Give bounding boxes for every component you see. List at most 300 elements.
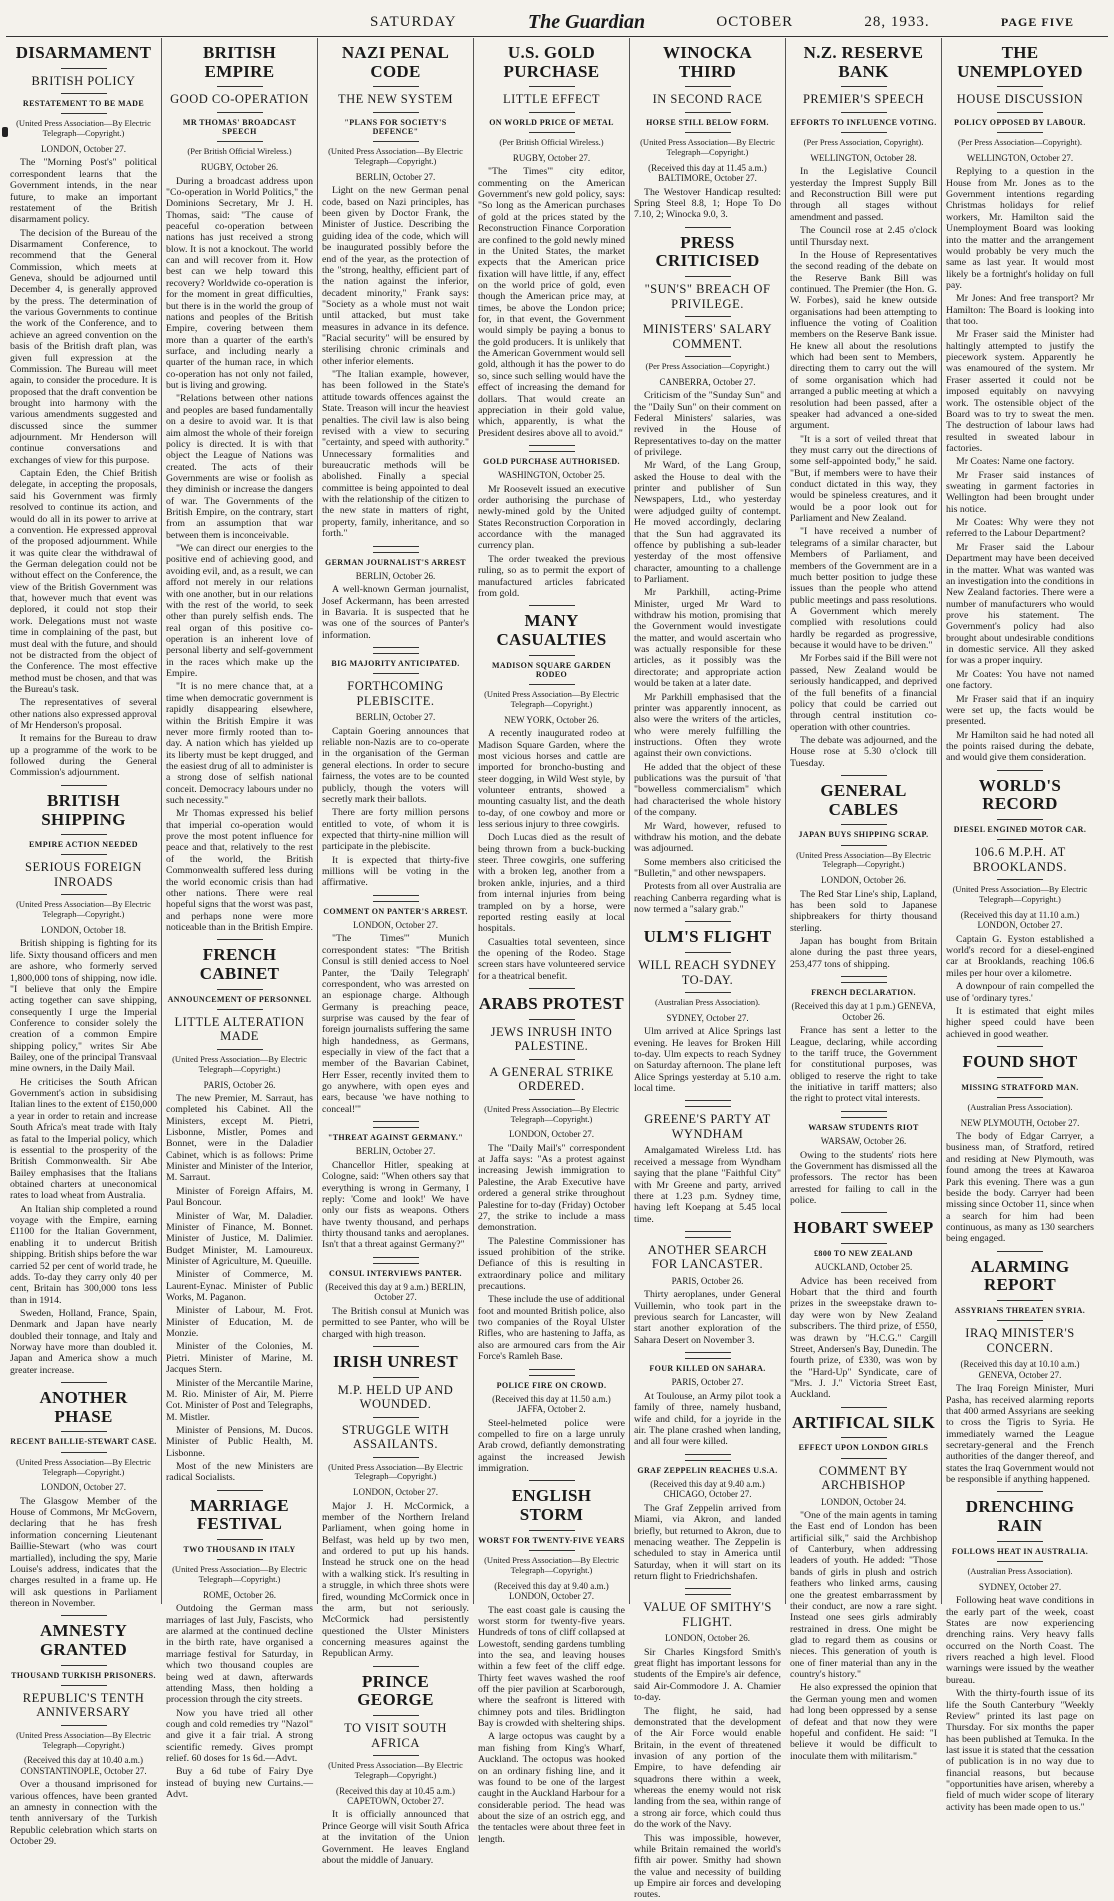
wire-credit: (Per British Official Wireless.) — [499, 137, 604, 148]
article-deck: COMMENT ON PANTER'S ARREST. — [323, 906, 468, 916]
divider-rule — [685, 1100, 731, 1101]
article-dateline: (Received this day at 9.40 a.m.) LONDON, October 27. — [494, 1580, 609, 1602]
divider-rule — [217, 112, 263, 113]
masthead-month: OCTOBER — [716, 13, 794, 30]
article-dateline: (Received this day at 11.50 a.m.) JAFFA, October 2. — [492, 1393, 611, 1415]
divider-rule — [373, 1257, 419, 1258]
divider-rule — [529, 1369, 575, 1370]
divider-rule — [373, 1121, 419, 1122]
column-3 — [318, 38, 474, 1866]
article-paragraph: He added that the object of these publications was the pursuit of 'that "bowelless commercialism" which had characterised the whole history of the company. — [634, 761, 781, 819]
article-headline: ALARMING REPORT — [970, 1256, 1070, 1295]
article-subheadline: STRUGGLE WITH ASSAILANTS. — [341, 1422, 450, 1452]
article-paragraph: British shipping is fighting for its life. Sixty thousand officers and men are ashore, who formerly served 1,800,000 tons of shipping, now idle. "I believe that only the Empire acting together can save shipping, consequently I urge the Imperial Conference to consider solely the creation of a common Empire shipping policy," writes Sir Abe Bailey, one of the principal Transvaal mine owners, in the Daily Mail. — [10, 938, 157, 1075]
column-6 — [786, 38, 942, 1762]
article-dateline: (Received this day at 9 a.m.) BERLIN, October 27. — [325, 1282, 466, 1303]
wire-credit: (Per Press Association—Copyright). — [958, 137, 1082, 148]
article — [478, 612, 625, 982]
divider-rule — [217, 1049, 263, 1050]
wire-credit: (Australian Press Association). — [654, 997, 761, 1008]
article-headline: PRESS CRITICISED — [655, 232, 760, 271]
wire-credit: (United Press Association—By Electric Telegraph—Copyright.) — [640, 137, 775, 157]
divider-rule — [997, 112, 1043, 113]
article-deck: EMPIRE ACTION NEEDED — [29, 840, 138, 850]
article-paragraph: Mr Fraser said that if an inquiry were set up, the facts would be presented. — [946, 693, 1094, 728]
masthead-page-number: PAGE FIVE — [1000, 14, 1074, 29]
article-paragraph: Owing to the students' riots here the Government has dismissed all the professors. The rector has been arrested for failing to call in the police. — [790, 1149, 937, 1206]
divider-rule — [61, 113, 107, 114]
divider-rule — [841, 1111, 887, 1112]
article-dateline: ROME, October 26. — [203, 1589, 276, 1600]
wire-credit: (Per British Official Wireless.) — [187, 146, 292, 157]
article-paragraph: Some members also criticised the "Bulletin," and other newspapers. — [634, 856, 781, 879]
divider-rule — [997, 879, 1043, 880]
divider-rule — [373, 1417, 419, 1418]
article — [790, 1219, 937, 1400]
article-subdeck: FORTHCOMING PLEBISCITE. — [347, 679, 444, 708]
article-dateline: WARSAW, October 26. — [820, 1136, 907, 1147]
article — [946, 1498, 1094, 1813]
divider-rule — [373, 1755, 419, 1756]
article-deck: WARSAW STUDENTS RIOT — [808, 1122, 919, 1132]
wire-credit: (United Press Association—By Electric Telegraph—Copyright.) — [328, 1461, 463, 1482]
article-headline: ARTIFICAL SILK — [792, 1412, 935, 1432]
article-paragraph: Casualties total seventeen, since the opening of the Rodeo. Stage screen stars have volunteered service for a theatrical benefit. — [478, 936, 625, 982]
article-paragraph: Sweden, Holland, France, Spain, Denmark and Japan have nearly doubled their tonnage, and Italy and Norway have more than doubled it. Japan and America show a much greater increase. — [10, 1307, 157, 1376]
divider-rule — [529, 112, 575, 113]
article — [322, 653, 469, 889]
article-headline: WORLD'S RECORD — [978, 775, 1062, 814]
article-paragraph: The new Premier, M. Sarraut, has completed his Cabinet. All the Ministers, except M. Pietri, Lisbonne, Mistler, Pomes and Bonnet, were in the Daladier Cabinet, which is as follows: Prime Minister and Minister of the Interior, M. Sarraut. — [166, 1092, 313, 1184]
divider-rule — [373, 552, 419, 553]
divider-rule — [841, 86, 887, 87]
article-subheadline: JEWS INRUSH INTO PALESTINE. — [490, 1024, 613, 1054]
article-paragraph: "The Times'" city editor, commenting on the American Government's new gold policy, says: "So long as the American purchases of gold at the prices stated by the Reconstruction Finance Corporation are confined to the gold newly mined in the United States, the market expects that the American price fixation will have little, if any, effect on the world price of gold, even though the American price may, at times, be above the London price; for, in that event, the Government would simply be paying a bonus to the gold producers. It is unlikely that the American Government would sell gold, although it has the power to do so, since such selling would have the effect of increasing the demand for dollars. That would create an appreciation in their gold value, which, apparently, is what the President desires above all to avoid." — [478, 166, 625, 439]
article-dateline: (Received this day at 11.45 a.m.) BALTIMORE, October 27. — [648, 162, 767, 184]
article-paragraph: Advice has been received from Hobart that the third and fourth prizes in the sweepstake drawn to-day were won by New Zealand subscribers. The third prize, of £550, was drawn by "H.C.G." Cargill Street, Andersen's Bay, Dunedin. The fourth prize, of £330, was won by the "Hard-Up" Syndicate, care of "Mrs. J. J." Victoria Street East, Auckland. — [790, 1275, 937, 1401]
article-subdeck: COMMENT BY ARCHBISHOP — [818, 1463, 909, 1493]
divider-rule — [841, 1212, 887, 1213]
article — [946, 1258, 1094, 1486]
article-paragraph: The Graf Zeppelin arrived from Miami, via Akron, and landed briefly, but returned to Akron, due to menacing weather. The Zeppelin is scheduled to stay in America until Saturday, when it will start on its return flight to Friedrichshafen. — [634, 1502, 781, 1582]
article-headline: DISARMAMENT — [15, 43, 152, 62]
divider-rule — [997, 1491, 1043, 1492]
article-dateline: WELLINGTON, October 27. — [966, 152, 1074, 163]
article — [322, 1127, 469, 1251]
article — [478, 995, 625, 1362]
article-deck: FOUR KILLED ON SAHARA. — [649, 1364, 766, 1374]
article-headline: MARRIAGE FESTIVAL — [190, 1495, 289, 1534]
divider-rule — [685, 921, 731, 922]
article-paragraph: Minister of the Mercantile Marine, M. Rio. Minister of Air, M. Pierre Cot. Minister of Post and Telegraphs, M. Mistler. — [166, 1377, 313, 1423]
article-dateline: BERLIN, October 27. — [355, 171, 436, 182]
article-deck: RESTATEMENT TO BE MADE — [22, 99, 145, 109]
article-paragraph: At Toulouse, an Army pilot took a family of three, namely husband, wife and child, for a joyride in the air. The plane crashed when landing, and all four were killed. — [634, 1390, 781, 1448]
article-dateline: SYDNEY, October 27. — [666, 1012, 749, 1023]
article-paragraph: Outdoing the German mass marriages of last July, Fascists, who are alarmed at the continued decline in the birth rate, have organised a marriage festival for Saturday, in which two thousand couples are being wed at dawn, afterwards attending Mass, then holding a procession through the city streets. — [166, 1603, 313, 1706]
divider-rule — [529, 988, 575, 989]
article — [478, 1375, 625, 1475]
article-dateline: (Received this day at 10.40 a.m.) CONSTANTINOPLE, October 27. — [20, 1755, 147, 1776]
article-deck: EFFECT UPON LONDON GIRLS — [798, 1443, 929, 1453]
article-subheadline: M.P. HELD UP AND WOUNDED. — [337, 1382, 454, 1412]
divider-rule — [997, 1077, 1043, 1078]
divider-rule — [373, 1666, 419, 1667]
article-subheadline: HOUSE DISCUSSION — [956, 92, 1084, 107]
divider-rule — [529, 451, 575, 452]
article-paragraph: The Council rose at 2.45 o'clock until Thursday next. — [790, 225, 937, 248]
article — [634, 1106, 781, 1225]
article — [634, 44, 781, 221]
article-headline: HOBART SWEEP — [793, 1218, 934, 1238]
newspaper-columns — [6, 38, 1108, 1901]
article-paragraph: The order tweaked the previous ruling, so as to permit the export of manufactured articles fabricated from gold. — [478, 553, 625, 599]
article-headline: AMNESTY GRANTED — [39, 1621, 128, 1659]
masthead-day: SATURDAY — [370, 13, 457, 30]
article-paragraph: During a broadcast address upon "Co-operation in World Politics," the Dominions Secretary, Mr J. H. Thomas, said: "The cause of peaceful co-operation between nations has just received a strong blow. It is not a knockout. The world can and will recover from it. How best can we help toward this recovery? Worldwide co-operation is for the moment in great difficulties, but there is in the world the group of nations and peoples of the British Empire, covering between them more than a quarter of the earth's surface, and including nearly a quarter of the human race, in which co-operation has not only not failed, but is living and growing. — [166, 175, 313, 392]
column-4 — [474, 38, 630, 1845]
divider-rule — [61, 1665, 107, 1666]
divider-rule — [61, 93, 107, 94]
wire-credit: (Per Press Association—Copyright.) — [645, 361, 770, 371]
article-deck: FOLLOWS HEAT IN AUSTRALIA. — [951, 1546, 1089, 1556]
divider-rule — [841, 1243, 887, 1244]
divider-rule — [841, 845, 887, 846]
divider-rule — [997, 1561, 1043, 1562]
article-subdeck: IRAQ MINISTER'S CONCERN. — [965, 1326, 1075, 1355]
article-paragraph: Minister of Labour, M. Frot. Minister of Education, M. de Monzie. — [166, 1305, 313, 1340]
article-subheadline: WILL REACH SYDNEY TO-DAY. — [638, 958, 777, 987]
divider-rule — [997, 1300, 1043, 1301]
article-paragraph: The Palestine Commissioner has issued prohibition of the strike. Defiance of this is resulting in extraordinary police and military precautions. — [478, 1235, 625, 1293]
article-paragraph: The flight, he said, had demonstrated that the development of the Air Force would enable Britain, in the event of threatened invasion of any portion of the Empire, to have defending air squadrons there within a week, whereas the enemy would not risk landing from the sea, within range of a strong air force, which could thus do the work of the Navy. — [634, 1705, 781, 1831]
article-subdeck: REPUBLIC'S TENTH ANNIVERSARY — [22, 1690, 145, 1720]
divider-rule — [997, 1251, 1043, 1252]
article-paragraph: Captain Goering announces that reliable non-Nazis are to co-operate in the organisation of the German general elections. In order to secure fairness, the votes are to be counted publicly, though the voters will secretly mark their ballots. — [322, 725, 469, 805]
article-dateline: (Received this day at 1 p.m.) GENEVA, October 26. — [791, 1001, 936, 1022]
divider-rule — [529, 1550, 575, 1551]
divider-rule — [529, 655, 575, 656]
article-headline: ULM'S FLIGHT — [643, 927, 772, 947]
article-paragraph: "I have received a number of telegrams of a similar character, but Members of Parliament, and members of the Government are in a much better position to judge these issues than the people who attend public meetings and pass resolutions. A Government which merely complied with resolutions could hardly be regarded as progressive, because it would have to be driven." — [790, 526, 937, 652]
article — [478, 1487, 625, 1845]
article — [478, 451, 625, 599]
divider-rule — [841, 1437, 887, 1438]
divider-rule — [217, 1490, 263, 1491]
divider-rule — [217, 86, 263, 87]
divider-rule — [685, 1352, 731, 1353]
divider-rule — [373, 1377, 419, 1378]
divider-rule — [685, 1588, 731, 1589]
article-subheadline: GREENE'S PARTY AT WYNDHAM — [644, 1112, 771, 1141]
article-paragraph: The "Morning Post's" political correspondent learns that the Government intends, in the near future, to make an important restatement of the British disarmament policy. — [10, 157, 157, 226]
wire-credit: (United Press Association—By Electric Telegraph—Copyright.) — [484, 689, 619, 709]
article-dateline: LONDON, October 27. — [41, 1482, 126, 1493]
article-paragraph: Mr Forbes said if the Bill were not passed, New Zealand would be seriously handicapped, and deprived of the full benefits of a financial policy that could be carried out through central institution co-operation with other countries. — [790, 653, 937, 733]
article-paragraph: Minister of War, M. Daladier. Minister of Finance, M. Bonnet. Minister of Justice, M. Dalimier. Budget Minister, M. Lamoureux. Minister of Agriculture, M. Queuille. — [166, 1210, 313, 1267]
divider-rule — [997, 819, 1043, 820]
article — [322, 1263, 469, 1340]
article-subheadline: PREMIER'S SPEECH — [802, 92, 925, 107]
article-headline: DRENCHING RAIN — [965, 1497, 1075, 1536]
article-paragraph: Criticism of the "Sunday Sun" and the "Daily Sun" on their comment on Federal Ministers' salaries, was revived in the House of Representatives to-day on the matter of privilege. — [634, 390, 781, 458]
divider-rule — [685, 132, 731, 133]
divider-rule — [841, 775, 887, 776]
article — [790, 1117, 937, 1207]
article-dateline: (Received this day at 11.10 a.m.) LONDON, October 27. — [960, 909, 1080, 931]
article-subheadline: BRITISH POLICY — [31, 73, 136, 88]
divider-rule — [529, 1059, 575, 1060]
divider-rule — [529, 605, 575, 606]
article-paragraph: France has sent a letter to the League, declaring, while according to the tariff truce, the Government for constitutional purposes, was obliged to reserve the right to take the initiative in tariff matters; also the right to protect vital interests. — [790, 1025, 937, 1105]
article-dateline: PARIS, October 27. — [671, 1377, 744, 1388]
article-dateline: (Received this day at 9.40 a.m.) CHICAGO, October 27. — [650, 1478, 765, 1500]
article-headline: GENERAL CABLES — [820, 781, 907, 819]
article-deck: DIESEL ENGINED MOTOR CAR. — [953, 825, 1087, 835]
article-subheadline: MINISTERS' SALARY COMMENT. — [642, 322, 773, 351]
article-paragraph: The Westover Handicap resulted: Spring Steel 8.8, 1; Hope To Do 7.10, 2; Winocka 9.0, 3. — [634, 186, 781, 221]
article — [322, 44, 469, 540]
divider-rule — [217, 939, 263, 940]
article-deck: ASSYRIANS THREATEN SYRIA. — [954, 1306, 1086, 1316]
divider-rule — [685, 276, 731, 277]
article-paragraph: Amalgamated Wireless Ltd. has received a message from Wyndham saying that the plane "Faithful City" with Mr Greene and party, arrived there at 1.23 p.m. Sydney time, having left Koepang at 5.45 local time. — [634, 1145, 781, 1225]
divider-rule — [529, 1019, 575, 1020]
divider-rule — [373, 1127, 419, 1128]
article-paragraph: Most of the new Ministers are radical Socialists. — [166, 1461, 313, 1484]
divider-rule — [373, 1346, 419, 1347]
article — [10, 792, 157, 1376]
divider-rule — [61, 854, 107, 855]
article-subdeck: SERIOUS FOREIGN INROADS — [25, 860, 142, 889]
article-deck: TWO THOUSAND IN ITALY — [183, 1545, 296, 1555]
article-subheadline: GOOD CO-OPERATION — [170, 92, 309, 107]
divider-rule — [841, 1407, 887, 1408]
article-dateline: PARIS, October 26. — [203, 1079, 276, 1090]
wire-credit: (United Press Association—By Electric Telegraph—Copyright.) — [172, 1564, 307, 1585]
article-paragraph: Light on the new German penal code, based on Nazi principles, has been given by Doctor Frank, the Minister of Justice. Describing the guiding idea of the code, which will be inaugurated possibly before the end of the year, as the protection of the "strong, healthy, efficient part of the nation against the inferior, decadent minority," Frank says: "Society as a whole must not wait until attacked, but must take measures in advance in its defence. "Racial security" will be ensured by sterilising chronic criminals and other inferior elements. — [322, 185, 469, 367]
article-paragraph: The Glasgow Member of the House of Commons, Mr McGovern, declaring that he has fresh information concerning Lieutenant Baillie-Stewart (who was court martialled), including the spy, Marie Louise's address, indicates that the charges resulted in a frame up. He will ask questions in Parliament thereon in November. — [10, 1495, 157, 1609]
article-paragraph: In the House of Representatives the second reading of the debate on the Reserve Bank Bill was continued. The Premier (the Hon. G. W. Forbes), said he knew outside organisations had been attempting to influence the voting of Coalition members on the Reserve Bank issue. He knew all about the resolutions which had been sent to Members, directing them to carry out the will of some organisation which had arranged a public meeting at which a resolution had been passed, after a speaker had advanced a one-sided argument. — [790, 249, 937, 432]
article-paragraph: Mr Jones: And free transport? Mr Hamilton: The Board is looking into that too. — [946, 293, 1094, 328]
article-deck: POLICY OPPOSED BY LABOUR. — [954, 117, 1086, 127]
article-paragraph: It is officially announced that Prince George will visit South Africa at the invitation of the Union Government. He leaves England about the middle of January. — [322, 1809, 469, 1866]
wire-credit: (United Press Association—By Electric Telegraph—Copyright.) — [16, 899, 151, 920]
divider-rule — [217, 1009, 263, 1010]
article-deck: FRENCH DECLARATION. — [811, 988, 916, 998]
article-headline: ENGLISH STORM — [511, 1486, 592, 1525]
divider-rule — [373, 546, 419, 547]
divider-rule — [997, 839, 1043, 840]
article-headline: NAZI PENAL CODE — [341, 43, 450, 81]
divider-rule — [841, 1117, 887, 1118]
article-paragraph: The "Daily Mail's" correspondent at Jaffa says: "As a protest against increasing Jewish immigration to Palestine, the Arab Executive have ordered a general strike throughout Palestine for to-day (Friday) October 27, the strike to include a mass demonstration. — [478, 1142, 625, 1234]
article-deck: MADISON SQUARE GARDEN RODEO — [491, 660, 612, 679]
article-paragraph: Mr Thomas expressed his belief that imperial co-operation would prove the most potent influence for peace and that, relatively to the rest of the world, the British Commonwealth suffered less during the world economic crisis than had other nations. There were real hopeful signs that the worst was past, and perhaps none were more noticeable than in the British Empire. — [166, 808, 313, 933]
article-dateline: LONDON, October 27. — [509, 1129, 594, 1140]
divider-rule — [529, 1099, 575, 1100]
article-paragraph: Mr Fraser said the Minister had haltingly attempted to justify the piecework system. Apparently he was enamoured of the system. Mr Fraser asserted it could not be imposed equitably on navvying work. The ostensible object of the Board was to try to sweat the men. The destruction of labour laws had resulted in sweated labour in factories. — [946, 329, 1094, 454]
article — [790, 1414, 937, 1762]
article-paragraph: Ulm arrived at Alice Springs last evening. He leaves for Broken Hill to-day. Ulm expects to reach Sydney on Saturday afternoon. The plane left Alice Springs yesterday at 5.10 a.m. local time. — [634, 1026, 781, 1095]
wire-credit: (Australian Press Association). — [967, 1101, 1073, 1112]
article-paragraph: Minister of Pensions, M. Ducos. Minister of Public Health, M. Lisbonne. — [166, 1425, 313, 1459]
article-dateline: WASHINGTON, October 25. — [498, 470, 605, 481]
article-subheadline: "SUN'S" BREACH OF PRIVILEGE. — [644, 282, 771, 311]
divider-rule — [373, 141, 419, 142]
divider-rule — [373, 895, 419, 896]
article-paragraph: Buy a 6d tube of Fairy Dye instead of buying new Curtains.—Advt. — [166, 1766, 313, 1801]
article-subheadline: VALUE OF SMITHY'S FLIGHT. — [643, 1600, 772, 1629]
article-paragraph: "The Times'" Munich correspondent states: "The British Consul is still denied access to Noel Panter, the 'Daily Telegraph' correspondent, who was arrested on an espionage charge. Although Germany is preaching peace, surprise was caused by the fear of foreign journalists suffering the same high handedness, as Germans, especially in view of the fact that a member of the Bavarian Cabinet, Herr Esser, recently invited them to go anywhere, with open eyes and ears, because 'we have nothing to conceal!'" — [322, 933, 469, 1115]
article-headline: ARABS PROTEST — [478, 994, 625, 1014]
wire-credit: (United Press Association—By Electric Telegraph—Copyright.) — [328, 1760, 463, 1780]
article-paragraph: The Red Star Line's ship, Lapland, has been sold to Japanese shipbreakers for thirty thousand sterling. — [790, 888, 937, 934]
article-deck: CONSUL INTERVIEWS PANTER. — [329, 1268, 462, 1278]
article — [790, 982, 937, 1105]
divider-rule — [61, 1382, 107, 1383]
article-paragraph: He criticises the South African Government's action in subsidising Italian lines to the extent of £150,000 a year in order to retain and increase South Africa's meat trade with Italy as fatal to the Imperial policy, which is essential to the prosperity of the British Commonwealth. Sir Abe Bailey emphasises that the Italians obtained charters at uneconomical rates to load wheat from Australia. — [10, 1076, 157, 1202]
article-paragraph: Replying to a question in the House from Mr. Jones as to the Government intentions regarding Christmas holidays for relief workers, Mr. Hamilton said the Unemployment Board was looking into the matter and the arrangement would probably be very much the same as last year. It would most likely be a fortnight's holiday on full pay. — [946, 166, 1094, 291]
wire-credit: (United Press Association—By Electric Telegraph—Copyright.) — [796, 849, 931, 870]
article-paragraph: Minister of the Colonies, M. Pietri. Minister of Marine, M. Jacques Stern. — [166, 1341, 313, 1376]
article-paragraph: Minister of Foreign Affairs, M. Paul Boncour. — [166, 1185, 313, 1209]
divider-rule — [841, 982, 887, 983]
article-paragraph: Steel-helmeted police were compelled to fire on a large unruly Arab crowd, defiantly demonstrating against the increased Jewish immigration. — [478, 1417, 625, 1475]
article-paragraph: "It is no mere chance that, at a time when democratic government is rapidly disappearing elsewhere, within the British Empire it was never more firmly rooted than to-day. A nation which has yielded up its liberty must be kept drugged, and the easiest drug of all to administer is a strong dose of selfish national conceit. Democracy labours under no such necessity." — [166, 681, 313, 807]
article-dateline: WELLINGTON, October 28. — [810, 152, 917, 163]
article — [322, 1673, 469, 1867]
article-paragraph: Mr Fraser said instances of sweating in garment factories in Wellington had been brought under his notice. — [946, 469, 1094, 515]
article-paragraph: Protests from all over Australia are reaching Canberra regarding what is now termed a "salary grab." — [634, 881, 781, 916]
article-dateline: LONDON, October 24. — [821, 1496, 906, 1507]
masthead-date: 28, 1933. — [864, 13, 930, 30]
divider-rule — [529, 132, 575, 133]
divider-rule — [997, 1046, 1043, 1047]
masthead-paper-title: The Guardian — [527, 10, 646, 33]
divider-rule — [685, 356, 731, 357]
article-paragraph: A well-known German journalist, Josef Ackermann, has been arrested in Bavaria. It is suspected that he was one of the sources of Panter's information. — [322, 584, 469, 641]
article — [946, 777, 1094, 1040]
article-paragraph: A large octopus was caught by a man fishing from King's Wharf, Auckland. The octopus was hooked on an ordinary fishing line, and it was found to be one of the largest caught in the Auckland Harbour for a considerable period. The head was about the size of an ostrich egg, and the tentacles were about three feet in length. — [478, 1731, 625, 1845]
divider-rule — [529, 1480, 575, 1481]
article-paragraph: Mr Parkhill emphasised that the printer was apparently innocent, as also were the writers of the articles, who were merely fulfilling the instructions. Often they wrote against their own convictions. — [634, 691, 781, 760]
divider-rule — [373, 673, 419, 674]
article-paragraph: This was impossible, however, while Britain remained the world's fifth air power. Smithy had shown the value and necessity of building up Empire air forces and developing routes. — [634, 1832, 781, 1901]
article-paragraph: Sir Charles Kingsford Smith's great flight has important lessons for students of the Empire's air defence, said Air-Commodore J. A. Chamier to-day. — [634, 1646, 781, 1704]
article-dateline: LONDON, October 27. — [353, 920, 438, 931]
article-paragraph: Mr Roosevelt issued an executive order authorising the purchase of newly-mined gold by the United States Reconstruction Corporation in accordance with the managed currency plan. — [478, 483, 625, 552]
article-paragraph: Doch Lucas died as the result of being thrown from a buck-bucking steer. Three cowgirls, one suffering with a broken leg, another from a broken ankle, injuries, and a third from internal injuries from being trampled on by a horse, were reported resting easily at local hospitals. — [478, 832, 625, 935]
wire-credit: (United Press Association—By Electric Telegraph—Copyright.) — [484, 1555, 619, 1575]
article-deck: "THREAT AGAINST GERMANY." — [327, 1133, 464, 1143]
divider-rule — [685, 952, 731, 953]
article-headline: FOUND SHOT — [962, 1051, 1078, 1071]
divider-rule — [373, 112, 419, 113]
divider-rule — [685, 1594, 731, 1595]
article-paragraph: Thirty aeroplanes, under General Vuillemin, who took part in the previous search for Lancaster, will start another exploration of the Sahara Desert on November 3. — [634, 1289, 781, 1346]
wire-credit: (United Press Association—By Electric Telegraph—Copyright.) — [16, 1456, 151, 1477]
divider-rule — [685, 1237, 731, 1238]
article-deck: JAPAN BUYS SHIPPING SCRAP. — [798, 830, 929, 840]
article-dateline: BERLIN, October 26. — [355, 570, 436, 581]
masthead-rule — [6, 36, 1108, 37]
divider-rule — [61, 1615, 107, 1616]
article-paragraph: Mr Fraser said the Labour Department may have been deceived in the matter. What was wanted was an investigation into the conditions in New Zealand factories. There were a number of manufacturers who would prove his statement. The Government's policy had also brought about undesirable conditions in domestic service. All they asked for was a proper inquiry. — [946, 541, 1094, 667]
column-7 — [942, 38, 1098, 1813]
wire-credit: (United Press Association—By Electric Telegraph—Copyright.) — [328, 146, 463, 167]
article-dateline: (Received this day at 10.10 a.m.) GENEVA, October 27. — [960, 1359, 1080, 1380]
article — [634, 1237, 781, 1346]
wire-credit: (United Press Association—By Electric Telegraph—Copyright.) — [16, 1729, 151, 1750]
article — [10, 1389, 157, 1609]
divider-rule — [529, 1375, 575, 1376]
article-headline: U.S. GOLD PURCHASE — [503, 43, 600, 81]
article — [322, 1353, 469, 1660]
divider-rule — [685, 316, 731, 317]
article-dateline: RUGBY, October 27. — [512, 152, 591, 163]
article-paragraph: The body of Edgar Carryer, a business man, of Stratford, retired and residing at New Plymouth, was found among the trees at Kawaroa Park this evening. There was a gun beside the body. Carryer had been missing since October 11, since when a search for him had been continuous, as many as 130 searchers being engaged. — [946, 1131, 1094, 1245]
article — [946, 44, 1094, 764]
divider-rule — [373, 1457, 419, 1458]
divider-rule — [841, 1458, 887, 1459]
article-paragraph: An Italian ship completed a round voyage with the Empire, earning £1100 for the Italian Government, enabling it to undercut British shipping. British ships before the war carried 52 per cent of world trade, he adds. To-day they carry only 40 per cent, Britain has 300,000 tons less than in 1914. — [10, 1203, 157, 1306]
article-headline: ANOTHER PHASE — [39, 1388, 128, 1426]
article-paragraph: Following heat wave conditions in the early part of the week, coast States are now experiencing drenching rains. Very heavy falls occurred on the North Coast. The rivers reached a high level. Flood warnings were issued by the weather bureau. — [946, 1595, 1094, 1686]
article-paragraph: It is estimated that eight miles higher speed could have been achieved in good weather. — [946, 1005, 1094, 1040]
article-headline: BRITISH SHIPPING — [41, 790, 126, 829]
article-paragraph: Mr Parkhill, acting-Prime Minister, urged Mr Ward to withdraw his motion, promising that the Government would investigate the matter, and would ascertain who was actually responsible for these articles, as it possibly was the directorate; and appropriate action would be taken at a later date. — [634, 587, 781, 690]
article-deck: GRAF ZEPPELIN REACHES U.S.A. — [637, 1465, 778, 1475]
divider-rule — [841, 132, 887, 133]
article-deck: MISSING STRATFORD MAN. — [961, 1082, 1079, 1092]
divider-rule — [997, 1320, 1043, 1321]
article — [10, 1622, 157, 1847]
article-dateline: LONDON, October 26. — [821, 875, 906, 886]
article-deck: POLICE FIRE ON CROWD. — [496, 1380, 607, 1390]
article-deck: GOLD PURCHASE AUTHORISED. — [483, 456, 620, 466]
article-paragraph: The representatives of several other nations also expressed approval of Mr Henderson's proposal. — [10, 697, 157, 732]
divider-rule — [529, 1530, 575, 1531]
column-2 — [162, 38, 318, 1801]
divider-rule — [217, 141, 263, 142]
divider-rule — [685, 1106, 731, 1107]
article-dateline: BERLIN, October 27. — [355, 1146, 436, 1157]
article-deck: EFFORTS TO INFLUENCE VOTING. — [790, 117, 937, 127]
divider-rule — [373, 653, 419, 654]
article-deck: ON WORLD PRICE OF METAL — [489, 117, 614, 127]
divider-rule — [841, 824, 887, 825]
article-paragraph: "It is a sort of veiled threat that they must carry out the directions of some self-appointed body," he said. "But, if members were to have their conduct dictated in this way, they would be spineless creatures, and it would be a poor look out for Parliament and New Zealand. — [790, 433, 937, 525]
divider-rule — [373, 901, 419, 902]
divider-rule — [373, 647, 419, 648]
article-paragraph: These include the use of additional foot and mounted British police, also two companies of the Royal Ulster Rifles, who are hastening to Jaffa, as also are armoured cars from the Air Force's Ramleh Base. — [478, 1294, 625, 1363]
article-dateline: LONDON, October 18. — [41, 925, 126, 935]
article-dateline: AUCKLAND, October 25. — [814, 1262, 913, 1273]
article-dateline: NEW PLYMOUTH, October 27. — [960, 1117, 1080, 1128]
article-headline: MANY CASUALTIES — [496, 611, 607, 649]
article-deck: ANNOUNCEMENT OF PERSONNEL — [167, 994, 312, 1004]
article — [634, 1358, 781, 1448]
article-headline: N.Z. RESERVE BANK — [803, 43, 924, 81]
article — [478, 44, 625, 439]
article-dateline: (Received this day at 10.45 a.m.) CAPETOWN, October 27. — [336, 1785, 455, 1807]
article-dateline: BERLIN, October 27. — [355, 712, 436, 723]
article-paragraph: The decision of the Bureau of the Disarmament Conference, to recommend that the General Commission, which meets at Geneva, should be adjourned until December 4, is generally approved by the press. The determination of the various Governments to continue the work of the Conference, and to achieve an agreed convention on the basis of the British draft plan, was given full expression at the Commission. The Bureau will meet again, to consider the procedure. It is proposed that the draft convention be brought into harmony with the various amendments suggested and discussed since the summer adjournment. Mr Henderson will continue conversations and exchanges of view for this purpose. — [10, 227, 157, 466]
article-headline: THE UNEMPLOYED — [957, 43, 1083, 81]
article-paragraph: "One of the main agents in taming the East end of London has been artificial silk," said the Archbishop of Canterbury, when addressing leaders of youth. He added: "Those bands of girls in plush and ostrich feathers who linked arms, causing one the greatest embarrassment by their conduct, are now a rare sight. Instead one sees girls admirably restrained in dress. One might be glad to regard them as cousins or nieces. This generation of youth is one of finer material than any in the country's history." — [790, 1510, 937, 1681]
article-paragraph: A recently inaugurated rodeo at Madison Square Garden, where the most vicious horses and cattle are imported for broncho-busting and steer dogging, in Wild West style, by volunteer entrants, showed a mounting casualty list, and the death to-day, of one cowboy and more or less serious injury to three cowgirls. — [478, 728, 625, 831]
